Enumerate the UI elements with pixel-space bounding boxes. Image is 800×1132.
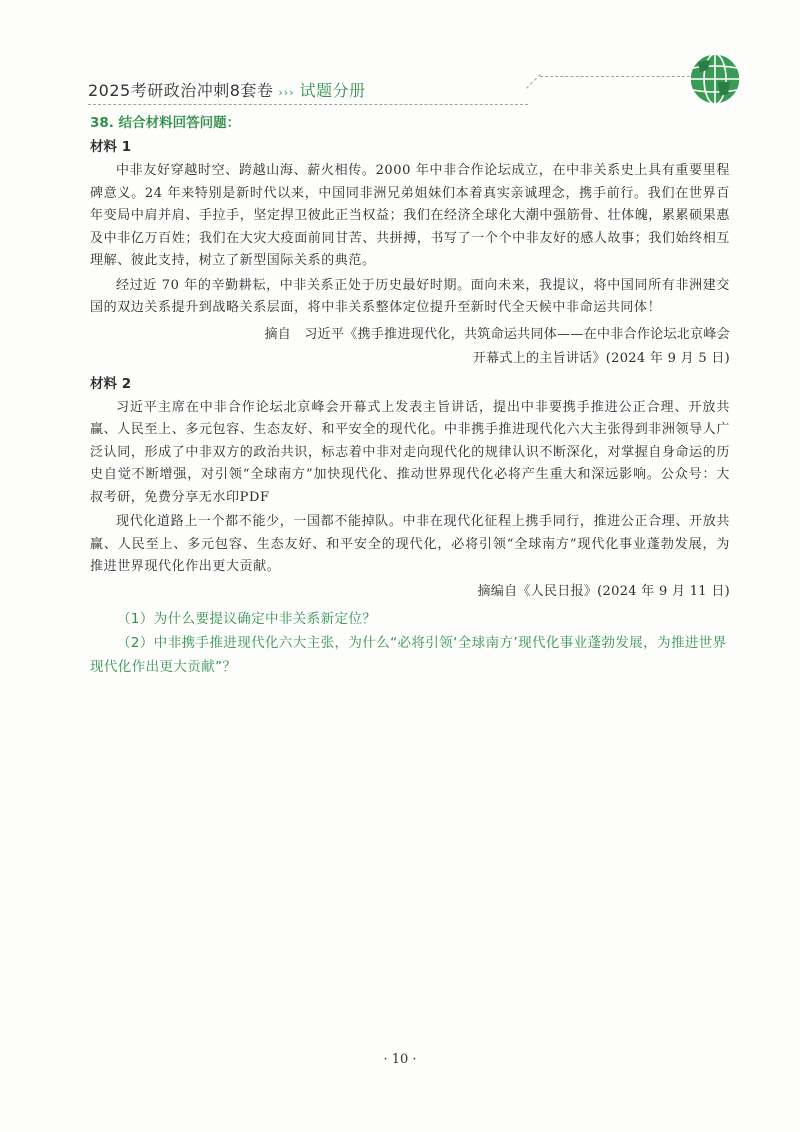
material-2-source: 摘编自《人民日报》(2024 年 9 月 11 日) <box>477 583 730 599</box>
material-1-paragraph-2: 经过近 70 年的辛勤耕耘，中非关系正处于历史最好时期。面向未来，我提议，将中国同所有非洲建交国的双边关系提升到战略关系层面，将中非关系整体定位提升至新时代全天候中非命运共同体！ <box>90 277 730 315</box>
material-1-source-line-1: 摘自 习近平《携手推进现代化，共筑命运共同体——在中非合作论坛北京峰会 <box>264 326 730 342</box>
question-title: 38. 结合材料回答问题： <box>90 115 241 131</box>
header-separator: ››› <box>278 86 295 99</box>
sub-questions <box>90 607 730 679</box>
header-dashed-rule <box>88 104 528 105</box>
header-title-line <box>88 78 366 101</box>
book-title: 2025考研政治冲刺8套卷 <box>88 81 274 100</box>
material-2-paragraph-1: 习近平主席在中非合作论坛北京峰会开幕式上发表主旨讲话，提出中非要携手推进公正合理、开放共赢、人民至上、多元包容、生态友好、和平安全的现代化。中非携手推进现代化六大主张得到非洲领导人广泛认同，形成了中非双方的政治共识，标志着中非对走向现代化的规律认识不断深化，对掌握自身命运的历史自觉不断增强，对引领“全球南方”加快现代化、推动世界现代化必将产生重大和深远影响。公众号：大叔考研，免费分享无水印PDF <box>90 399 730 505</box>
material-1-source-line-2: 开幕式上的主旨讲话》(2024 年 9 月 5 日) <box>472 351 730 366</box>
page-header <box>88 72 748 108</box>
material-2-title: 材料 2 <box>90 375 132 392</box>
header-dashed-slant <box>526 74 541 89</box>
material-2-paragraph-2: 现代化道路上一个都不能少，一国都不能掉队。中非在现代化征程上携手同行，推进公正合理、开放共赢、人民至上、多元包容、生态友好、和平安全的现代化，必将引领“全球南方”现代化事业蓬勃发展，为推进世界现代化作出更大贡献。 <box>90 514 730 574</box>
book-subtitle: 试题分册 <box>299 81 366 100</box>
material-1-paragraph-1: 中非友好穿越时空、跨越山海、薪火相传。2000 年中非合作论坛成立，在中非关系史上具有重要里程碑意义。24 年来特别是新时代以来，中国同非洲兄弟姐妹们本着真实亲诚理念，携手前行。我们在世界百年变局中肩并肩、手拉手，坚定捍卫彼此正当权益；我们在经济全球化大潮中强筋骨、壮体魄，累累硕果惠及中非亿万百姓；我们在大灾大疫面前同甘苦、共拼搏，书写了一个个中非友好的感人故事；我们始终相互理解、彼此支持，树立了新型国际关系的典范。 <box>90 163 730 268</box>
header-dashed-rule-right <box>540 76 690 77</box>
globe-logo-icon <box>688 52 742 106</box>
page-number: · 10 · <box>383 1052 417 1067</box>
sub-question-1: （1）为什么要提议确定中非关系新定位？ <box>117 611 377 627</box>
sub-question-2: （2）中非携手推进现代化六大主张，为什么“必将引领‘全球南方’现代化事业蓬勃发展，为推进世界现代化作出更大贡献”？ <box>90 635 727 675</box>
material-1-source <box>190 324 730 371</box>
question-content <box>90 112 730 679</box>
material-1-title: 材料 1 <box>90 139 132 155</box>
